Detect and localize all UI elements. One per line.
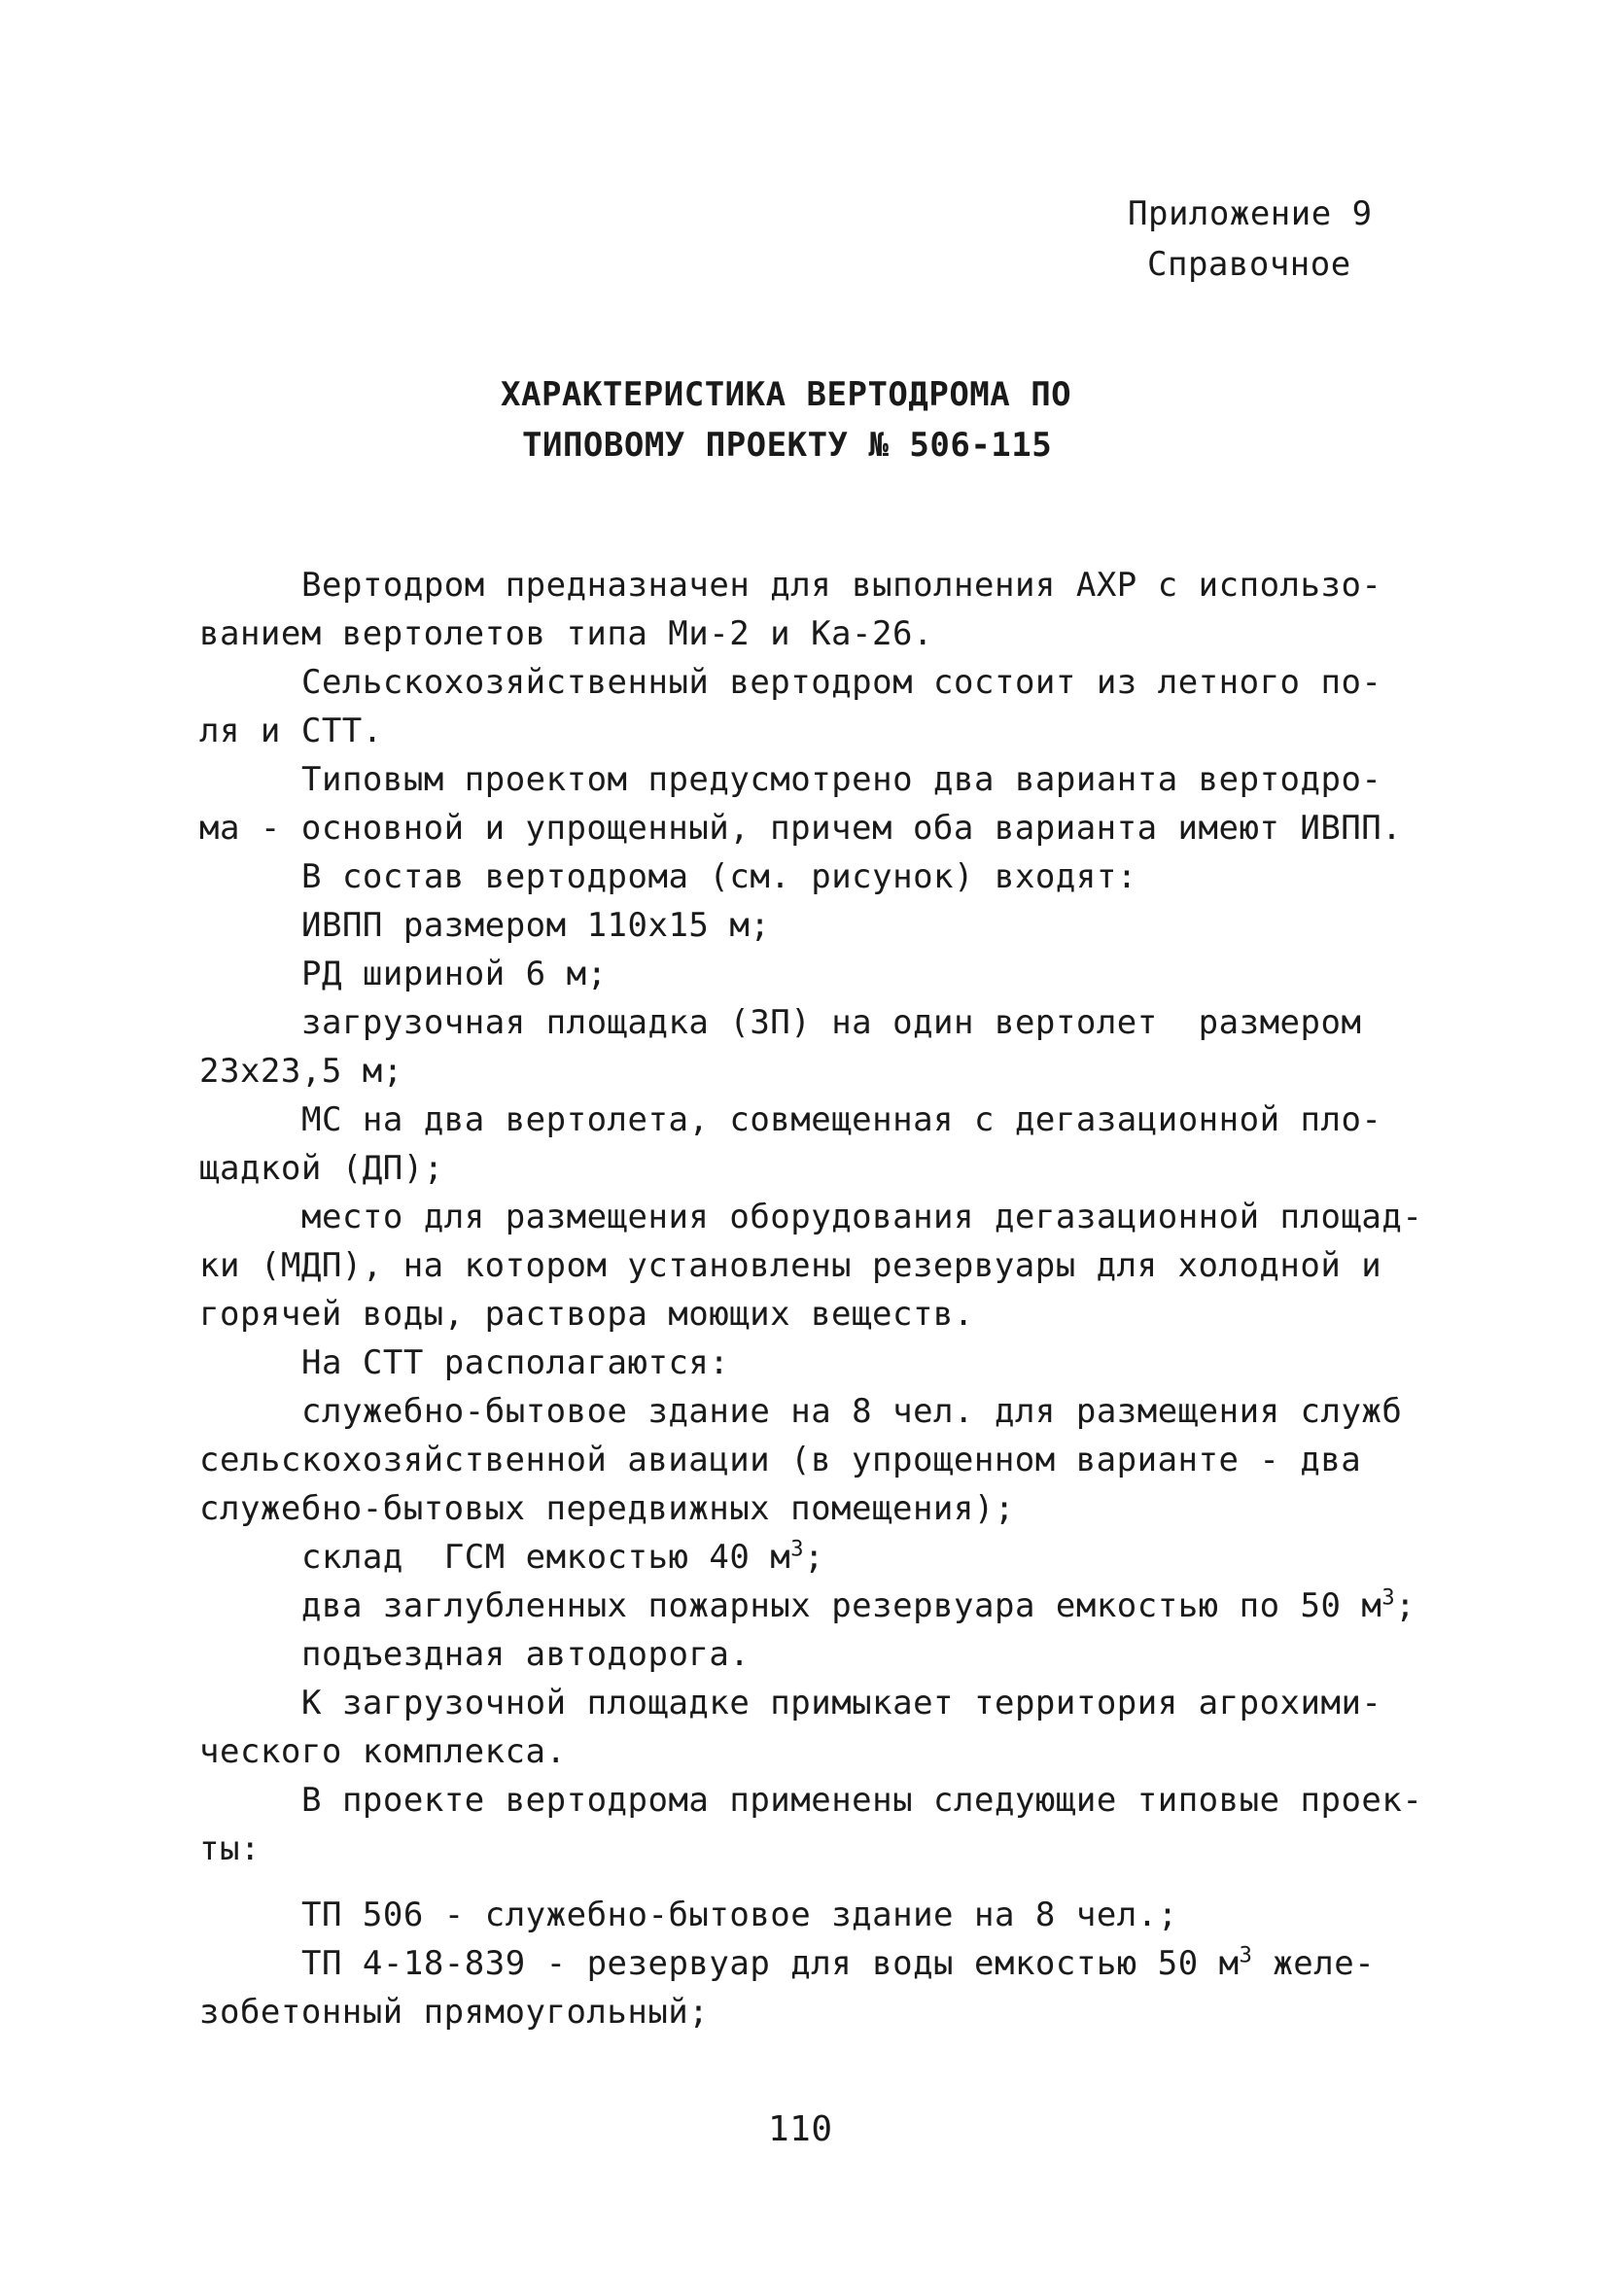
body-line [301, 1586, 1416, 1625]
body-line: ма - основной и упрощенный, причем оба варианта имеют ИВПП. [199, 809, 1403, 848]
body-line: щадкой (ДП); [199, 1149, 444, 1188]
body-line: зобетонный прямоугольный; [199, 1993, 710, 2032]
body-line [301, 1944, 1375, 1983]
body-line: подъездная автодорога. [301, 1635, 751, 1674]
body-line: ля и СТТ. [199, 712, 383, 750]
line-text: два заглубленных пожарных резервуара емкостью по 50 м [301, 1586, 1382, 1625]
body-line [301, 1538, 824, 1577]
line-text: склад ГСМ емкостью 40 м [301, 1538, 791, 1577]
body-line: место для размещения оборудования дегазационной площад- [301, 1198, 1423, 1236]
body-line: ТП 506 - служебно-бытовое здание на 8 чел.; [301, 1896, 1178, 1934]
superscript-3: 3 [790, 1537, 805, 1562]
body-line: горячей воды, раствора моющих веществ. [199, 1295, 974, 1334]
body-line: В проекте вертодрома применены следующие типовые проек- [301, 1781, 1423, 1820]
title-line-2: ТИПОВОМУ ПРОЕКТУ № 506-115 [522, 426, 1053, 465]
body-line: сельскохозяйственной авиации (в упрощенном варианте - два [199, 1441, 1362, 1479]
line-tail: желе- [1252, 1944, 1376, 1983]
superscript-3: 3 [1381, 1585, 1396, 1611]
body-line: На СТТ располагаются: [301, 1343, 730, 1382]
body-line: ванием вертолетов типа Ми-2 и Ка-26. [199, 614, 933, 653]
line-tail: ; [804, 1538, 825, 1577]
body-line: К загрузочной площадке примыкает территория агрохими- [301, 1684, 1382, 1722]
line-text: ТП 4-18-839 - резервуар для воды емкостью 50 м [301, 1944, 1240, 1983]
line-tail: ; [1395, 1586, 1416, 1625]
body-line: Типовым проектом предусмотрено два варианта вертодро- [301, 760, 1382, 799]
body-line: РД шириной 6 м; [301, 955, 608, 993]
body-line: ты: [199, 1829, 261, 1868]
body-line: В состав вертодрома (см. рисунок) входят: [301, 857, 1137, 896]
body-line: ки (МДП), на котором установлены резервуары для холодной и [199, 1246, 1382, 1285]
page-number: 110 [768, 2109, 833, 2149]
title-line-1: ХАРАКТЕРИСТИКА ВЕРТОДРОМА ПО [501, 375, 1072, 414]
reference-label: Справочное [1147, 245, 1351, 284]
body-line: ИВПП размером 110х15 м; [301, 906, 771, 945]
body-line: 23х23,5 м; [199, 1052, 403, 1091]
superscript-3: 3 [1239, 1943, 1253, 1968]
body-line: служебно-бытовое здание на 8 чел. для размещения служб [301, 1392, 1403, 1431]
appendix-label: Приложение 9 [1128, 194, 1373, 233]
body-line: служебно-бытовых передвижных помещения); [199, 1489, 1015, 1528]
body-line: загрузочная площадка (ЗП) на один вертолет размером [301, 1003, 1362, 1042]
body-line: Сельскохозяйственный вертодром состоит из летного по- [301, 663, 1382, 702]
body-line: МС на два вертолета, совмещенная с дегазационной пло- [301, 1100, 1382, 1139]
body-line: ческого комплекса. [199, 1732, 567, 1771]
body-line: Вертодром предназначен для выполнения АХР с использо- [301, 566, 1382, 605]
